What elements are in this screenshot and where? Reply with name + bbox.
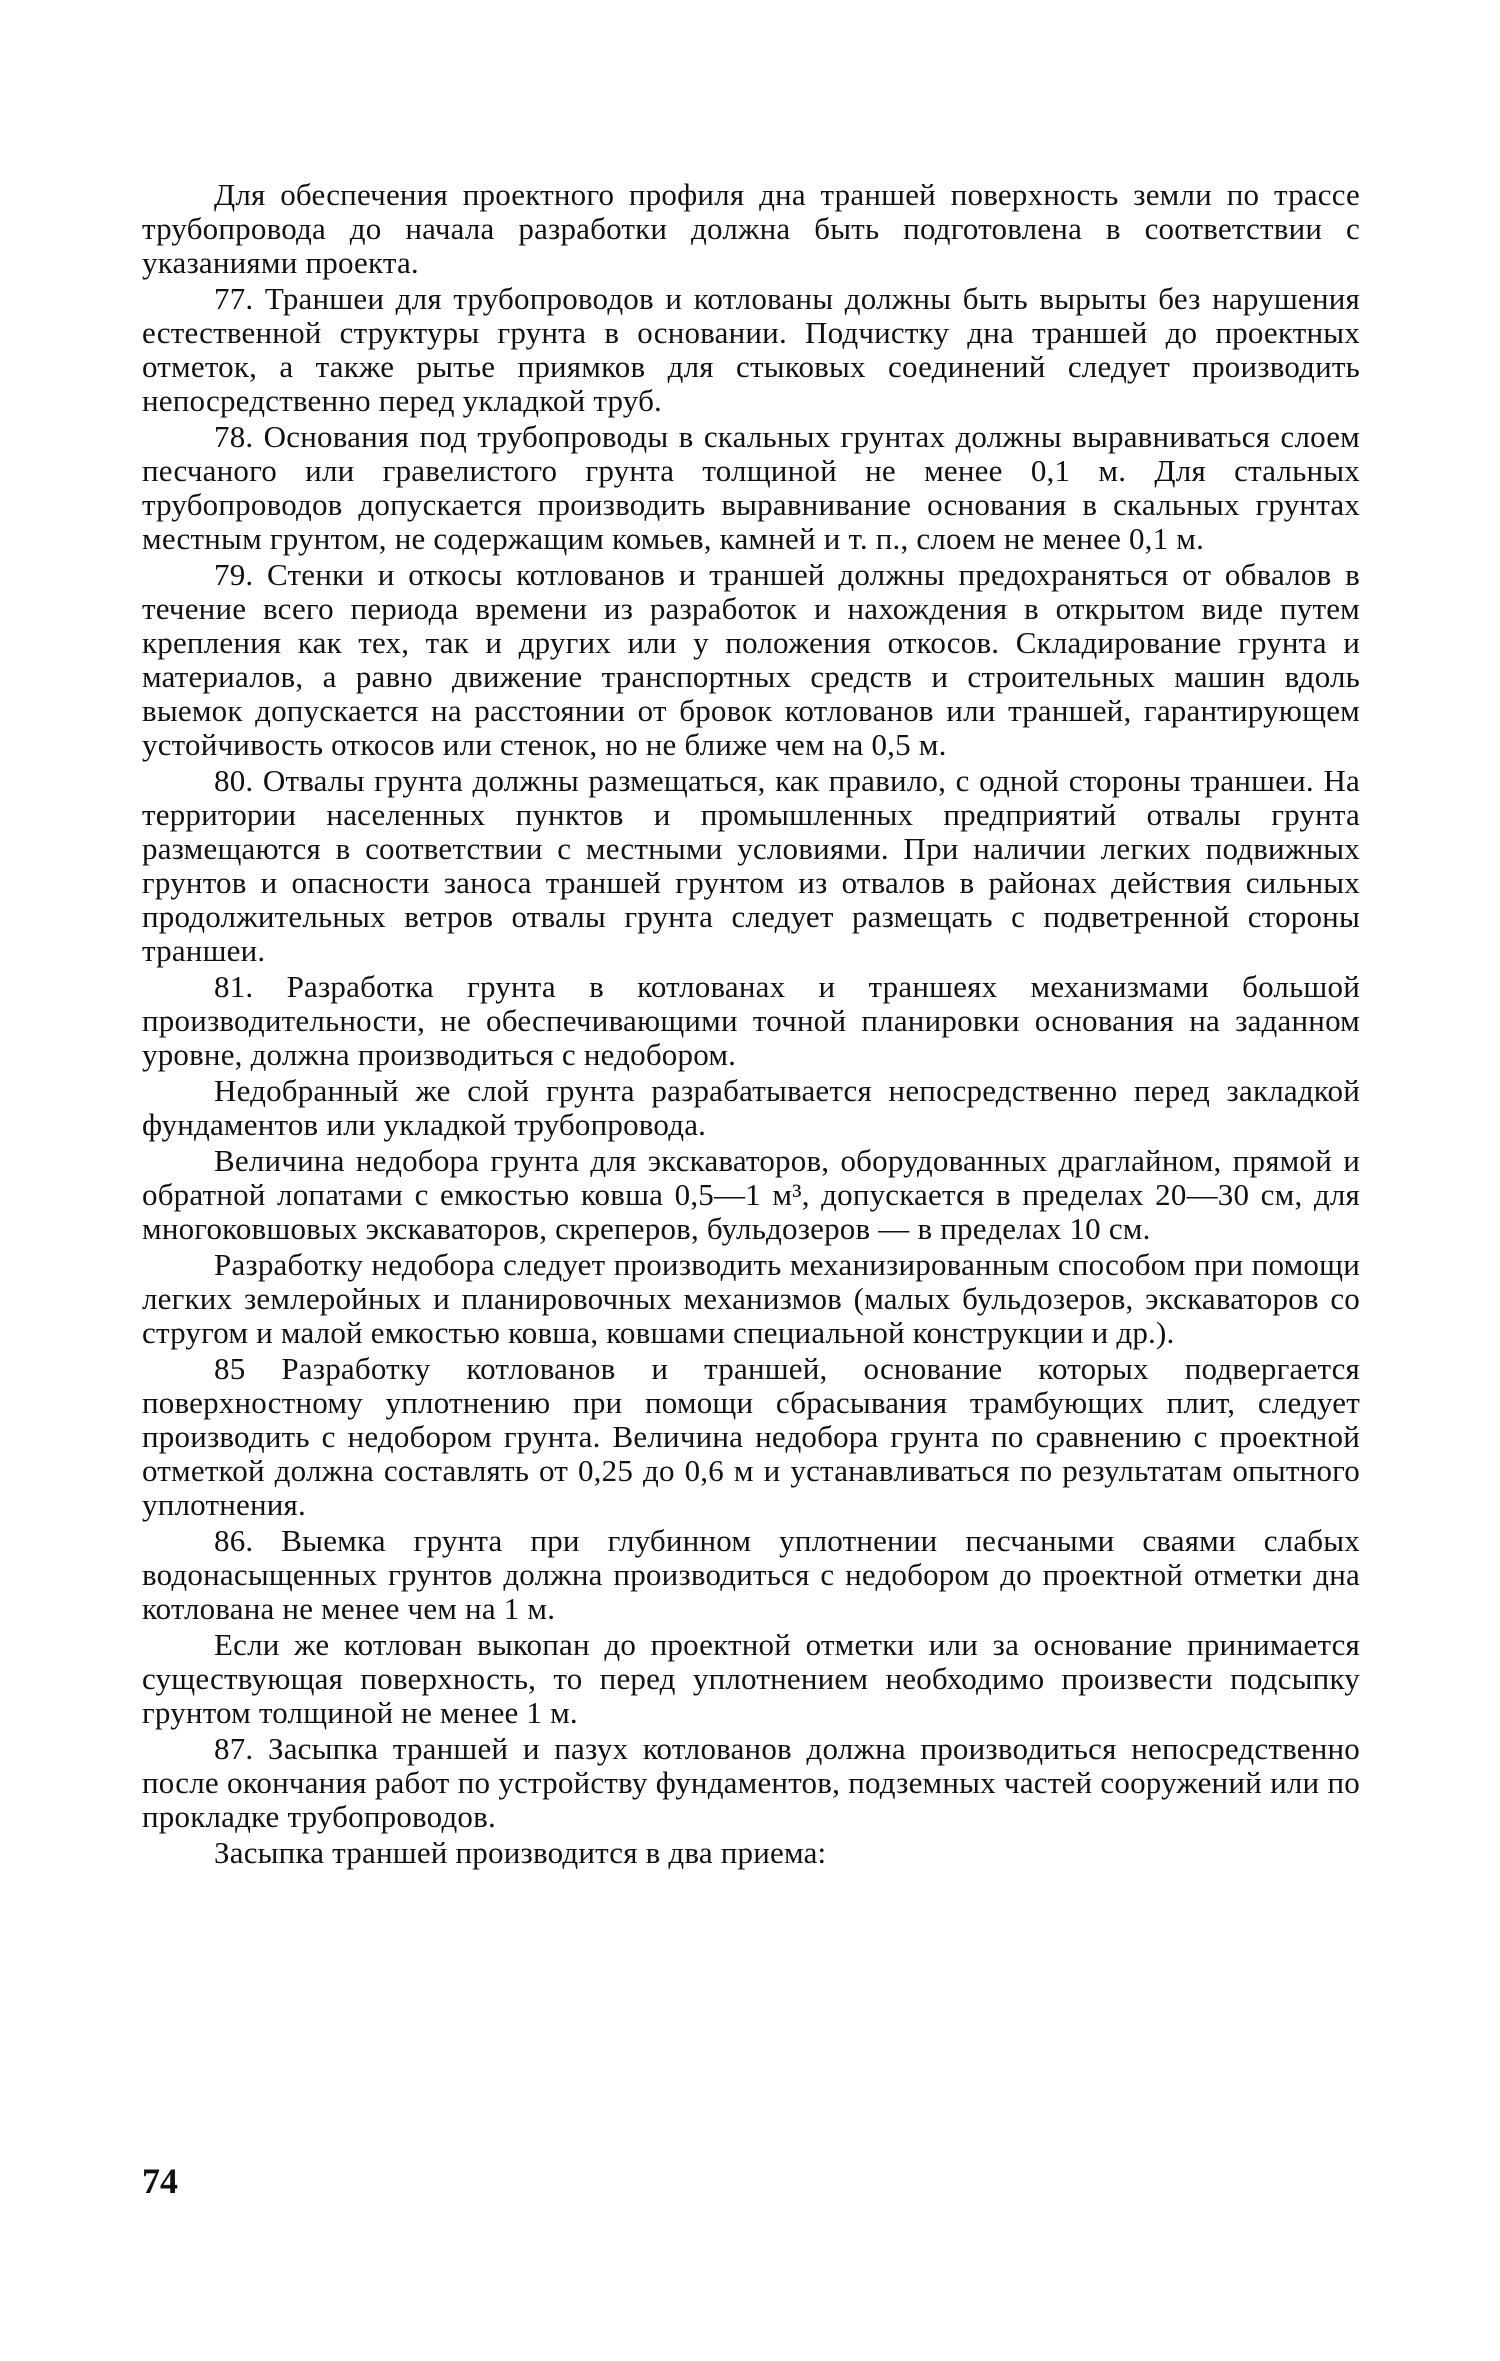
paragraph-85: 85 Разработку котлованов и траншей, основание которых подвергается поверхностному уплотнению при помощи сбрасывания трамбующих плит, следует производить с недобором грунта. Величина недобора грунта по сравнению с проектной отметкой должна составлять от 0,25 до 0,6 м и устанавливаться по результатам опытного уплотнения. [142, 1351, 1360, 1522]
paragraph-intro: Для обеспечения проектного профиля дна траншей поверхность земли по трассе трубопровода до начала разработки должна быть подготовлена в соответствии с указаниями проекта. [142, 177, 1360, 280]
paragraph-86-cont: Если же котлован выкопан до проектной отметки или за основание принимается существующая поверхность, то перед уплотнением необходимо произвести подсыпку грунтом толщиной не менее 1 м. [142, 1627, 1360, 1730]
paragraph-81-cont-3: Разработку недобора следует производить механизированным способом при помощи легких землеройных и планировочных механизмов (малых бульдозеров, экскаваторов со стругом и малой емкостью ковша, ковшами специальной конструкции и др.). [142, 1247, 1360, 1350]
body-text [142, 178, 1360, 1870]
paragraph-80: 80. Отвалы грунта должны размещаться, как правило, с одной стороны траншеи. На территории населенных пунктов и промышленных предприятий отвалы грунта размещаются в соответствии с местными условиями. При наличии легких подвижных грунтов и опасности заноса траншей грунтом из отвалов в районах действия сильных продолжительных ветров отвалы грунта следует размещать с подветренной стороны траншеи. [142, 763, 1360, 968]
paragraph-81-cont-1: Недобранный же слой грунта разрабатывается непосредственно перед закладкой фундаментов или укладкой трубопровода. [142, 1073, 1360, 1142]
paragraph-77: 77. Траншеи для трубопроводов и котлованы должны быть вырыты без нарушения естественной структуры грунта в основании. Подчистку дна траншей до проектных отметок, а также рытье приямков для стыковых соединений следует производить непосредственно перед укладкой труб. [142, 281, 1360, 418]
paragraph-87-cont: Засыпка траншей производится в два приема: [214, 1835, 827, 1870]
paragraph-81: 81. Разработка грунта в котлованах и траншеях механизмами большой производительности, не обеспечивающими точной планировки основания на заданном уровне, должна производиться с недобором. [142, 969, 1360, 1072]
paragraph-87: 87. Засыпка траншей и пазух котлованов должна производиться непосредственно после окончания работ по устройству фундаментов, подземных частей сооружений или по прокладке трубопроводов. [142, 1731, 1360, 1834]
paragraph-81-cont-2: Величина недобора грунта для экскаваторов, оборудованных драглайном, прямой и обратной лопатами с емкостью ковша 0,5—1 м³, допускается в пределах 20—30 см, для многоковшовых экскаваторов, скреперов, бульдозеров — в пределах 10 см. [142, 1143, 1360, 1246]
paragraph-78: 78. Основания под трубопроводы в скальных грунтах должны выравниваться слоем песчаного или гравелистого грунта толщиной не менее 0,1 м. Для стальных трубопроводов допускается производить выравнивание основания в скальных грунтах местным грунтом, не содержащим комьев, камней и т. п., слоем не менее 0,1 м. [142, 419, 1360, 556]
paragraph-79: 79. Стенки и откосы котлованов и траншей должны предохраняться от обвалов в течение всего периода времени из разработок и нахождения в открытом виде путем крепления как тех, так и других или у положения откосов. Складирование грунта и материалов, а равно движение транспортных средств и строительных машин вдоль выемок допускается на расстоянии от бровок котлованов или траншей, гарантирующем устойчивость откосов или стенок, но не ближе чем на 0,5 м. [142, 557, 1360, 762]
paragraph-86: 86. Выемка грунта при глубинном уплотнении песчаными сваями слабых водонасыщенных грунтов должна производиться с недобором до проектной отметки дна котлована не менее чем на 1 м. [142, 1523, 1360, 1626]
page-number: 74 [142, 2161, 178, 2201]
